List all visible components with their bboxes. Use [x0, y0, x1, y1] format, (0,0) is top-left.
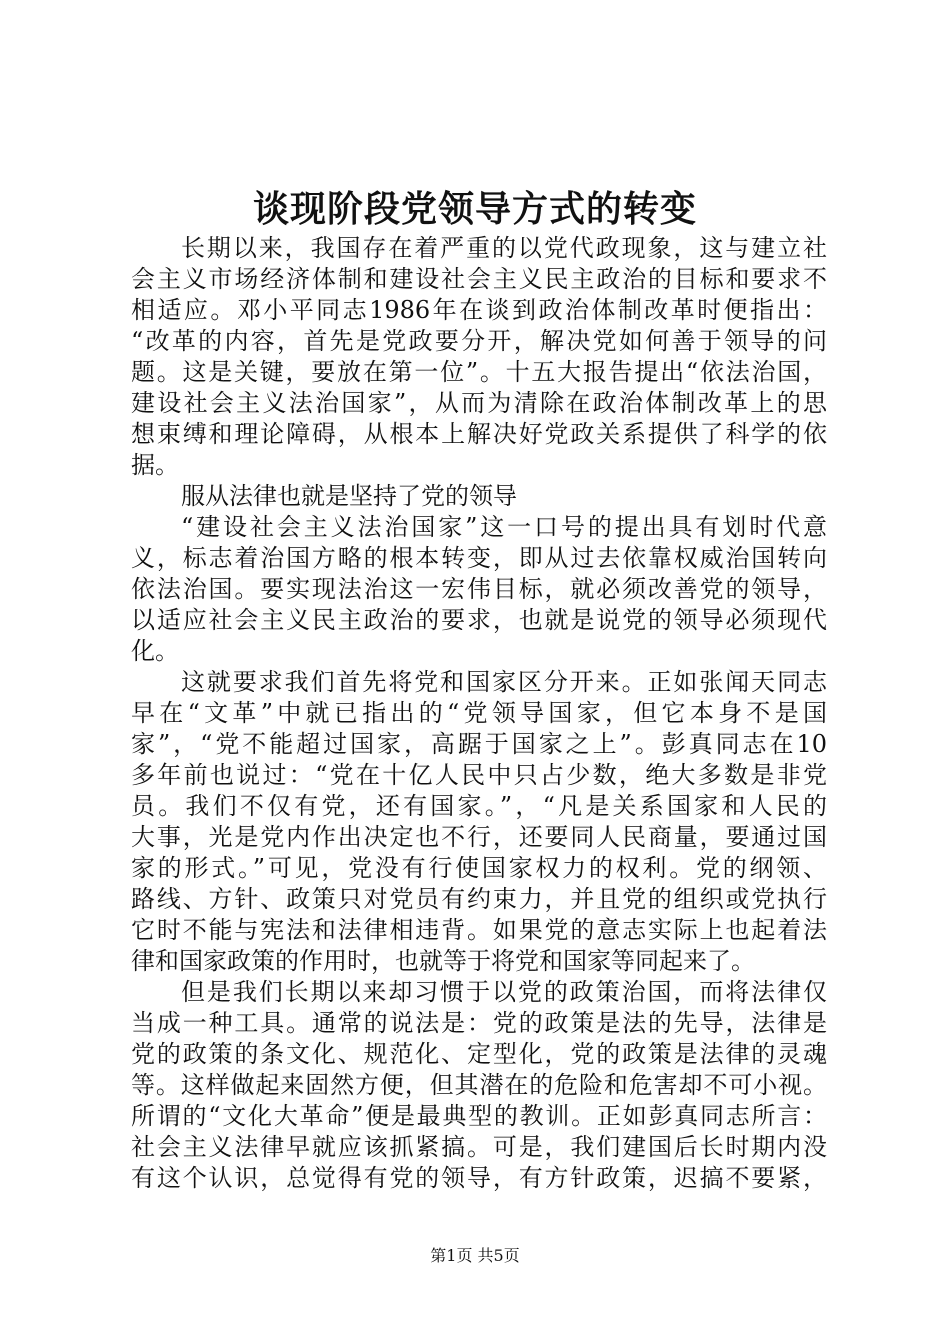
text-line: 据。	[131, 451, 179, 479]
text-line: 多年前也说过：“党在十亿人民中只占少数，绝大多数是非党	[131, 761, 827, 789]
text-line: 服从法律也就是坚持了党的领导	[181, 482, 517, 510]
text-line: 但是我们长期以来却习惯于以党的政策治国，而将法律仅	[181, 978, 827, 1006]
text-line: 长期以来，我国存在着严重的以党代政现象，这与建立社	[181, 234, 827, 262]
text-line: 相适应。邓小平同志1986年在谈到政治体制改革时便指出：	[131, 296, 827, 324]
text-line: 会主义市场经济体制和建设社会主义民主政治的目标和要求不	[131, 265, 827, 293]
text-line: 当成一种工具。通常的说法是：党的政策是法的先导，法律是	[131, 1009, 827, 1037]
text-line: 有这个认识，总觉得有党的领导，有方针政策，迟搞不要紧，	[131, 1164, 827, 1192]
text-line: 员。我们不仅有党，还有国家。”，“凡是关系国家和人民的	[131, 792, 827, 820]
text-line: 想束缚和理论障碍，从根本上解决好党政关系提供了科学的依	[131, 420, 827, 448]
text-line: 义，标志着治国方略的根本转变，即从过去依靠权威治国转向	[131, 544, 827, 572]
text-line: 依法治国。要实现法治这一宏伟目标，就必须改善党的领导，	[131, 575, 827, 603]
text-line: 党的政策的条文化、规范化、定型化，党的政策是法律的灵魂	[131, 1040, 827, 1068]
page-number-footer: 第1页 共5页	[430, 1246, 520, 1265]
text-line: 社会主义法律早就应该抓紧搞。可是，我们建国后长时期内没	[131, 1133, 827, 1161]
text-line: 路线、方针、政策只对党员有约束力，并且党的组织或党执行	[131, 885, 827, 913]
text-line: “建设社会主义法治国家”这一口号的提出具有划时代意	[181, 513, 827, 541]
text-line: 这就要求我们首先将党和国家区分开来。正如张闻天同志	[181, 668, 827, 696]
text-line: 所谓的“文化大革命”便是最典型的教训。正如彭真同志所言：	[131, 1102, 827, 1130]
text-line: 等。这样做起来固然方便，但其潜在的危险和危害却不可小视。	[131, 1071, 827, 1099]
text-line: 建设社会主义法治国家”，从而为清除在政治体制改革上的思	[131, 389, 827, 417]
text-line: 以适应社会主义民主政治的要求，也就是说党的领导必须现代	[131, 606, 827, 634]
document-title: 谈现阶段党领导方式的转变	[252, 188, 697, 230]
text-line: 律和国家政策的作用时，也就等于将党和国家等同起来了。	[131, 947, 755, 975]
text-line: 大事，光是党内作出决定也不行，还要同人民商量，要通过国	[131, 823, 827, 851]
text-line: 它时不能与宪法和法律相违背。如果党的意志实际上也起着法	[131, 916, 827, 944]
document-body	[131, 233, 827, 1194]
text-line: 家”，“党不能超过国家，高踞于国家之上”。彭真同志在10	[131, 730, 827, 758]
text-line: “改革的内容，首先是党政要分开，解决党如何善于领导的问	[131, 327, 827, 355]
text-line: 早在“文革”中就已指出的“党领导国家，但它本身不是国	[131, 699, 827, 727]
text-line: 家的形式。”可见，党没有行使国家权力的权利。党的纲领、	[131, 854, 827, 882]
text-line: 化。	[131, 637, 179, 665]
text-line: 题。这是关键，要放在第一位”。十五大报告提出“依法治国，	[131, 358, 827, 386]
